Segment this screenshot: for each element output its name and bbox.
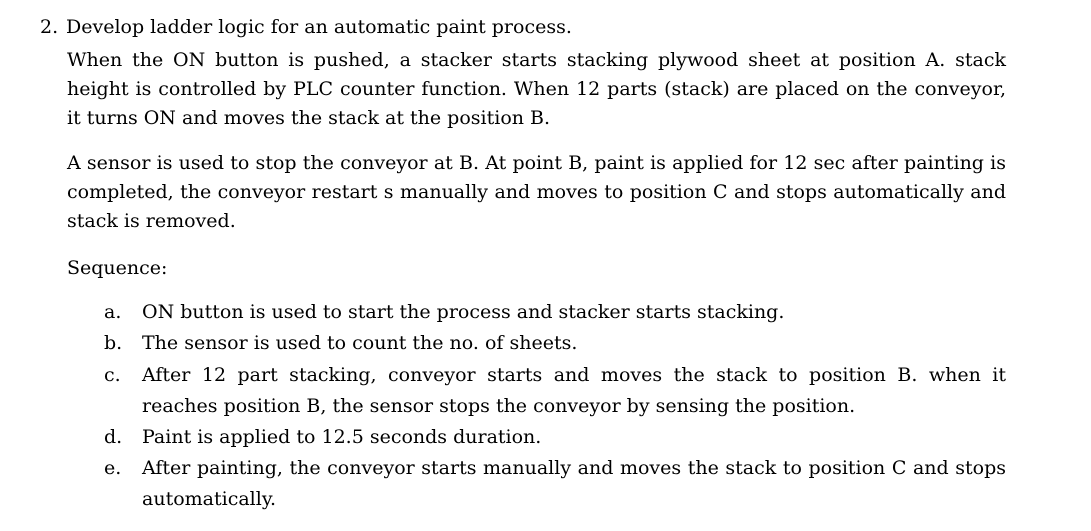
sequence-item-c — [104, 360, 1006, 422]
question-heading — [40, 13, 572, 41]
sequence-item-e — [104, 453, 1006, 515]
sequence-item-text: After 12 part stacking, conveyor starts and moves the stack to position B. when it reaches position B, the sensor stops the conveyor by sensing the position. — [142, 364, 1006, 417]
sequence-item-letter: b. — [104, 332, 123, 354]
sequence-item-text: ON button is used to start the process and stacker starts stacking. — [142, 301, 785, 323]
sequence-item-b — [104, 328, 1006, 359]
sequence-item-letter: e. — [104, 457, 122, 479]
sequence-title: Sequence: — [67, 257, 168, 279]
description-paragraph-2: A sensor is used to stop the conveyor at B. At point B, paint is applied for 12 sec after painting is completed, the conveyor restart s manually and moves to position C and stops automatically and stack is removed. — [67, 152, 1006, 232]
sequence-item-text: Paint is applied to 12.5 seconds duration. — [142, 426, 542, 448]
sequence-item-a — [104, 297, 1006, 328]
sequence-item-letter: d. — [104, 426, 123, 448]
sequence-item-letter: c. — [104, 364, 121, 386]
sequence-item-letter: a. — [104, 301, 122, 323]
sequence-item-text: After painting, the conveyor starts manually and moves the stack to position C and stops automatically. — [142, 457, 1006, 510]
sequence-item-d — [104, 422, 1006, 453]
description-paragraph-1: When the ON button is pushed, a stacker starts stacking plywood sheet at position A. stack height is controlled by PLC counter function. When 12 parts (stack) are placed on the conveyor, it turns ON and moves the stack at the position B. — [67, 49, 1006, 129]
question-number: 2. — [40, 16, 59, 38]
question-title: Develop ladder logic for an automatic paint process. — [66, 16, 572, 38]
sequence-item-text: The sensor is used to count the no. of sheets. — [142, 332, 578, 354]
